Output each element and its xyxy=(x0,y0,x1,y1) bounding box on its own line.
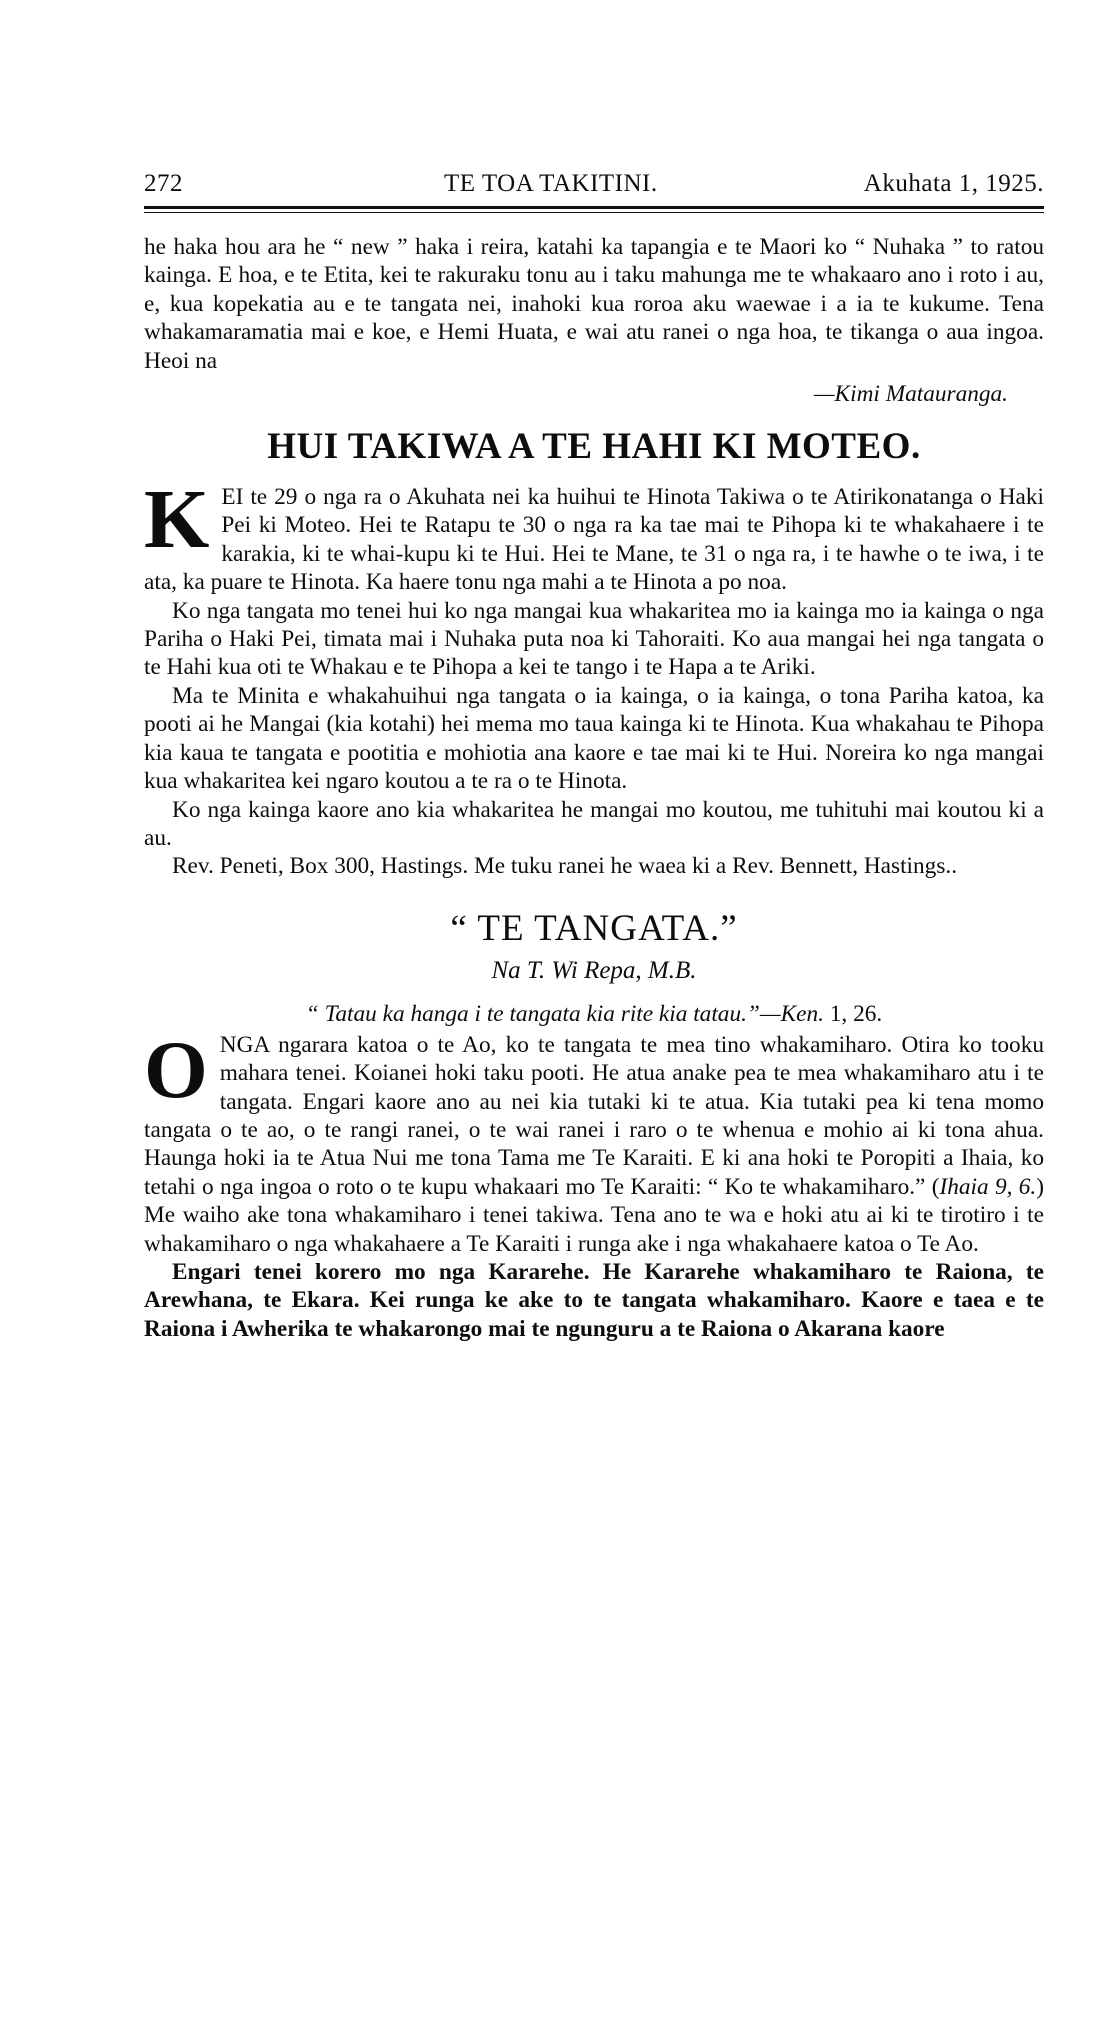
article2-paragraph-1-text-b: ) Me waiho ake tona whakamiharo i tenei takiwa. Tena ano te wa e hoki atu ai ki te tirotiro i te whakamiharo o nga whakahaere a Te Karaiti i runga ake i nga whakahaere katoa o Te Ao. xyxy=(144,1173,1044,1257)
article1-paragraph-1 xyxy=(144,473,1044,597)
article1-paragraph-4: Ko nga kainga kaore ano kia whakaritea he mangai mo koutou, me tuhituhi mai koutou ki a au. xyxy=(144,796,1044,851)
intro-paragraph: he haka hou ara he “ new ” haka i reira, katahi ka tapangia e te Maori ko “ Nuhaka ” to ratou kainga. E hoa, e te Etita, kei te rakuraku tonu au i taku mahunga me te whakaaro ano i roto i au, e, kua kopekatia au e te tangata nei, inahoki kua roroa aku waewae i a ia te kukume. Tena whakamaramatia mai e koe, e Hemi Huata, e wai atu ranei o nga hoa, te tikanga o aua ingoa. Heoi na xyxy=(144,234,1044,374)
article2-paragraph-2 xyxy=(144,1258,1044,1343)
article2-drop-cap: O xyxy=(144,1023,208,1115)
article2-paragraph-2-text-b: Kei runga ke ake to te tangata whakamiharo. Kaore e taea e te Raiona i Awherika te whakarongo mai te ngunguru a te Raiona o Akarana kaore xyxy=(144,1287,1044,1342)
article1-heading: HUI TAKIWA A TE HAHI KI MOTEO. xyxy=(267,426,921,468)
page-number: 272 xyxy=(144,170,183,197)
article1-paragraph-5: Rev. Peneti, Box 300, Hastings. Me tuku ranei he waea ki a Rev. Bennett, Hastings.. xyxy=(172,853,958,880)
article2-paragraph-2-text-a: Engari tenei korero mo nga Kararehe. He Kararehe whakamiharo te Raiona, te Arewhana, te Ekara. xyxy=(144,1258,1044,1314)
header-rule-thin xyxy=(144,212,1044,213)
article1-paragraph-2: Ko nga tangata mo tenei hui ko nga mangai kua whakaritea mo ia kainga mo ia kainga o nga Pariha o Haki Pei, timata mai i Nuhaka puta noa ki Tahoraiti. Ko aua mangai hei nga tangata o te Hahi kua oti te Whakau e te Pihopa a kei te tango i te Hapa a te Ariki. xyxy=(144,597,1044,681)
article1-drop-cap: K xyxy=(144,473,210,567)
epigraph-quote: “ Tatau ka hanga i te tangata kia rite kia tatau.”—Ken. xyxy=(305,1000,824,1027)
article2-paragraph-1-text-a: NGA ngarara katoa o te Ao, ko te tangata te mea tino whakamiharo. Otira ko tooku mahara tenei. Koianei hoki taku pooti. He atua anake pea te mea whakamiharo atu i te tangata. Engari kaore ano au nei kia tutaki ki te atua. Kia tutaki pea ki tena momo tangata o te ao, o te rangi ranei, o te wai ranei i raro o te whenua e mohio ai ki tona ahua. Haunga hoki ia te Atua Nui me tona Tama me Te Karaiti. E ki ana hoki te Poropiti a Ihaia, ko tetahi o nga ingoa o roto o te kupu whakaari mo Te Karaiti: “ Ko te whakamiharo.” ( xyxy=(144,1031,1044,1200)
running-head xyxy=(144,170,1044,204)
issue-date: Akuhata 1, 1925. xyxy=(863,170,1044,197)
article2-byline: Na T. Wi Repa, M.B. xyxy=(491,956,697,984)
article1-paragraph-3: Ma te Minita e whakahuihui nga tangata o ia kainga, o ia kainga, o tona Pariha katoa, ka pooti ai he Mangai (kia kotahi) hei mema mo taua kainga ki te Hinota. Kua whakahau te Pihopa kia kaua te tangata e pootitia e mohiotia ana kaore e tae mai ki te Hui. Noreira ko nga mangai kua whakaritea kei ngaro koutou a te ra o te Hinota. xyxy=(144,682,1044,795)
page xyxy=(144,170,1044,1343)
article2-paragraph-1 xyxy=(144,1023,1044,1258)
article1-paragraph-1-text: EI te 29 o nga ra o Akuhata nei ka huihui te Hinota Takiwa o te Atirikonatanga o Haki Pei ki Moteo. Hei te Ratapu te 30 o nga ra ka tae mai te Pihopa ki te whakahaere i te karakia, ki te whai-kupu ki te Hui. Hei te Mane, te 31 o nga ra, i te hawhe o te iwa, i te ata, ka puare te Hinota. Ka haere tonu nga mahi a te Hinota a po noa. xyxy=(144,484,1044,596)
article2-heading: “ TE TANGATA.” xyxy=(450,907,738,949)
article2-scripture-ref: Ihaia 9, 6. xyxy=(939,1173,1037,1200)
journal-title: TE TOA TAKITINI. xyxy=(444,170,658,197)
article2-epigraph xyxy=(144,999,1044,1029)
epigraph-reference: 1, 26. xyxy=(823,1000,883,1027)
header-rule-thick xyxy=(144,206,1044,209)
intro-signature: —Kimi Matauranga. xyxy=(813,381,1008,408)
